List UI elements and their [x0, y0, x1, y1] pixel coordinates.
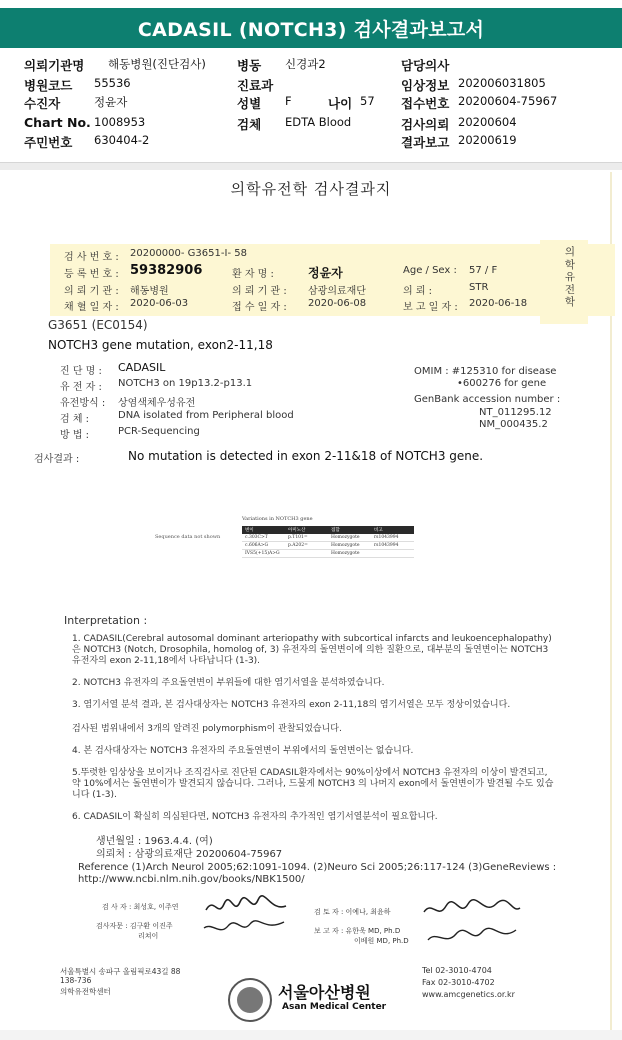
hospital-name: 서울아산병원 — [278, 983, 371, 1002]
vertical-label: 의학유전학 — [564, 246, 576, 308]
interp-item: 5.뚜렷한 임상상을 보이거나 조직검사로 진단된 CADASIL환자에서는 90%이상에서 NOTCH3 유전자의 이상이 발견되고, 약 10%에서는 돌연변이가 발견되지 않습니다. 그러나, 드물게 NOTCH3 의 나머지 exon에서 돌연변이가 발견될 수도 있습니다 (1-3). — [72, 768, 554, 800]
interp-item: 6. CADASIL이 확실히 의심된다면, NOTCH3 유전자의 추가적인 염기서열분석이 필요합니다. — [72, 812, 438, 822]
variants-table: Variations in NOTCH3 gene 변이 아미노산 접합 비고 c.303C>T p.T101= Homozygote rs1043994 c.606A>G p.A202= Homozygote rs1043994 IVS5(+15)A>G Homozygote — [242, 516, 414, 558]
report-title: CADASIL (NOTCH3) 검사결과보고서 — [0, 8, 622, 48]
table-row: c.606A>G p.A202= Homozygote rs1043994 — [242, 542, 414, 550]
interp-item: 검사된 범위내에서 3개의 알려진 polymorphism이 관찰되었습니다. — [72, 724, 342, 734]
table-row: IVS5(+15)A>G Homozygote — [242, 550, 414, 558]
hospital-logo — [228, 978, 272, 1022]
scanned-report: 의학유전학 검사결과지 의학유전학 검 사 번 호 : 20200000- G3651-I- 58 등 록 번 호 : 59382906 환 자 명 : 정윤자 Age / Sex : 57 / F 의 뢰 기 관 : 해동병원 의 뢰 기 관 : 삼광의료재단 의 뢰 : STR 채 혈 일 자 : 2020-06-03 접 수 일 자 : 2020-06-08 보 고 일 자 : 2020-06-18 G3651 (EC0154) NOTCH3 gene mutation, exon2-11,18 진 단 명 : CADASIL 유 전 자 : NOTCH3 on 19p13.2-p13.1 유전방식 : 상염색체우성유전 검 체 : DNA isolated from Peripheral blood 방 법 : PCR-Sequencing OMIM : #125310 for disease •600276 for gene GenBank accession number : NT_011295.12 NM_000435.2 검사결과 : No mutation is detected in exon 2-11&18 of NOTCH3 gene. Variations in NOTCH3 gene 변이 아미노산 접합 비고 c.303C>T p.T101= Homozygote rs1043994 c.606A>G p.A202= Homozygote rs1043994 IVS5(+15)A>G Homozygote Sequence data not shown Interpretation : 1. CADASIL(Cerebral autosomal dominant arteriopathy with subcortical infarcts and leukoencephalopathy)은 NOTCH3 (Notch, Drosophila, homolog of, 3) 유전자의 돌연변이에 의한 질환으로, 대부분의 돌연변이는 NOTCH3 유전자의 exon 2-11,18에서 나타납니다 (1-3). 2. NOTCH3 유전자의 주요돌연변이 부위들에 대한 염기서열을 분석하였습니다. 3. 염기서열 분석 결과, 본 검사대상자는 NOTCH3 유전자의 exon 2-11,18의 염기서열은 모두 정상이었습니다. 검사된 범위내에서 3개의 알려진 polymorphism이 관찰되었습니다. 4. 본 검사대상자는 NOTCH3 유전자의 주요돌연변이 부위에서의 돌연변이는 없습니다. 5.뚜렷한 임상상을 보이거나 조직검사로 진단된 CADASIL환자에서는 90%이상에서 NOTCH3 유전자의 이상이 발견되고, 약 10%에서는 돌연변이가 발견되지 않습니다. 그러나, 드물게 NOTCH3 의 나머지 exon에서 돌연변이가 발견될 수도 있습니다 (1-3). 6. CADASIL이 확실히 의심된다면, NOTCH3 유전자의 추가적인 염기서열분석이 필요합니다. 생년월일 : 1963.4.4. (여) 의뢰처 : 삼광의료재단 20200604-75967 Reference (1)Arch Neurol 2005;62:1091-1094. (2)Neuro Sci 2005;26:117-124 (3)GeneReviews : http://www.ncbi.nlm.nih.gov/books/NBK1500/ 검 사 자 : 최성호, 이주연 검사자문 : 김구환 이진주 리쳐이 검 토 자 : 이예나, 최윤하 보 고 자 : 유한욱 MD, Ph.D 이베원 MD, Ph.D 서울특별시 송파구 올림픽로43길 88 138-736 의학유전학센터 서울아산병원 Asan Medical Center Tel 02-3010-4704 Fax 02-3010-4702 www.amcgenetics.or.kr — [10, 172, 612, 1030]
result-text: No mutation is detected in exon 2-11&18 of NOTCH3 gene. — [128, 449, 484, 463]
test-name: NOTCH3 gene mutation, exon2-11,18 — [48, 338, 273, 352]
footer-strip — [0, 1030, 622, 1040]
signature-left — [200, 888, 290, 940]
interp-item: 1. CADASIL(Cerebral autosomal dominant arteriopathy with subcortical infarcts and leukoencephalopathy)은 NOTCH3 (Notch, Drosophila, homolog of, 3) 유전자의 돌연변이에 의한 질환으로, 대부분의 돌연변이는 NOTCH3 유전자의 exon 2-11,18에서 나타납니다 (1-3). — [72, 634, 552, 666]
section-divider — [0, 162, 622, 170]
doc-title: 의학유전학 검사결과지 — [230, 180, 392, 198]
test-code: G3651 (EC0154) — [48, 318, 148, 332]
table-row: c.303C>T p.T101= Homozygote rs1043994 — [242, 534, 414, 542]
signature-right — [416, 894, 526, 954]
interp-item: 4. 본 검사대상자는 NOTCH3 유전자의 주요돌연변이 부위에서의 돌연변이는 없습니다. — [72, 746, 414, 756]
interp-item: 2. NOTCH3 유전자의 주요돌연변이 부위들에 대한 염기서열을 분석하였습니다. — [72, 678, 385, 688]
table-header: 변이 아미노산 접합 비고 — [242, 526, 414, 534]
interp-item: 3. 염기서열 분석 결과, 본 검사대상자는 NOTCH3 유전자의 exon 2-11,18의 염기서열은 모두 정상이었습니다. — [72, 700, 511, 710]
interpretation-title: Interpretation : — [64, 614, 148, 627]
